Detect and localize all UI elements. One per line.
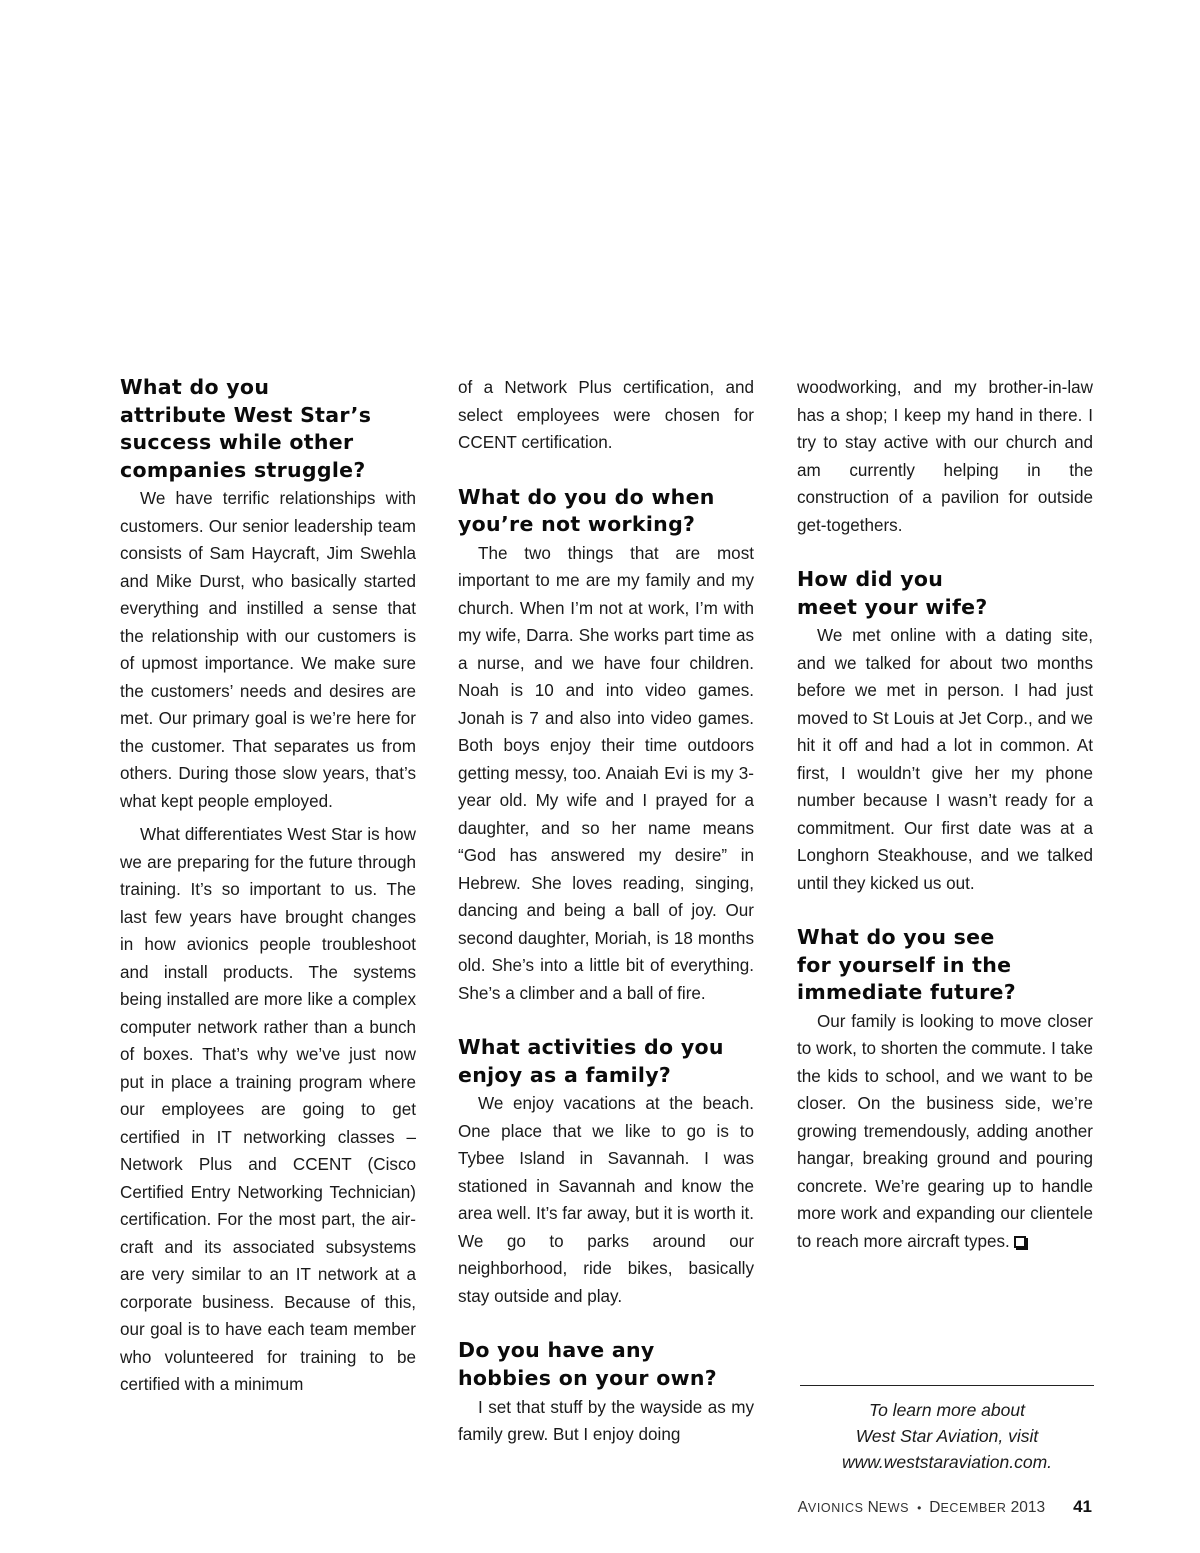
- heading-line: What do you do when: [458, 484, 715, 509]
- heading-line: hobbies on your own?: [458, 1365, 717, 1390]
- question-heading: [797, 924, 1093, 1007]
- heading-line: for yourself in the: [797, 952, 1012, 977]
- answer-paragraph-continued: woodworking, and my brother-in-law has a shop; I keep my hand in there. I try to stay active with our church and am currently helping in the construction of a pavilion for outside get-togethers.: [797, 378, 1093, 535]
- heading-line: What do you see: [797, 925, 995, 950]
- end-of-article-icon: [1014, 1236, 1026, 1248]
- heading-line: How did you: [797, 567, 944, 591]
- answer-paragraph: We have terrific relationships with customers. Our senior leadership team consists of Sam Haycraft, Jim Swehla and Mike Durst, who basically started everything and instilled a sense that the relationship with our customers is of upmost importance. We make sure the customers’ needs and desires are met. Our primary goal is we’re here for the customer. That separates us from others. During those slow years, that’s what kept people employed.: [120, 489, 416, 811]
- heading-line: immediate future?: [797, 980, 1016, 1005]
- answer-paragraph: We met online with a dating site, and we talked for about two months before we met in person. I had just moved to St Louis at Jet Corp., and we hit it off and had a lot in common. At first, I wouldn’t give her my phone number because I wasn’t ready for a commitment. Our first date was at a Longhorn Steakhouse, and we talked until they kicked us out.: [797, 626, 1093, 893]
- heading-line: meet your wife?: [797, 594, 988, 619]
- answer-paragraph: We enjoy vacations at the beach. One place that we like to go is to Tybee Island in Savannah. I was stationed in Savannah and know the area well. It’s far away, but it is worth it. We go to parks around our neighborhood, ride bikes, basically stay outside and play.: [458, 1094, 754, 1306]
- column-3: [797, 374, 1093, 1255]
- section-gap: [458, 1310, 754, 1337]
- more-info-note: [800, 1397, 1094, 1475]
- footer-bullet: •: [917, 1501, 922, 1515]
- section-gap: [797, 539, 1093, 566]
- heading-line: enjoy as a family?: [458, 1062, 672, 1087]
- page-number: 41: [1073, 1497, 1092, 1516]
- page-footer: [798, 1497, 1092, 1517]
- question-heading: [797, 566, 1093, 621]
- heading-line: success while other: [120, 430, 354, 455]
- heading-line: What activities do you: [458, 1035, 724, 1060]
- answer-paragraph-continued: of a Network Plus certification, and select employees were chosen for CCENT certification.: [458, 378, 754, 452]
- more-info-url: www.weststaraviation.com.: [841, 1452, 1053, 1472]
- answer-paragraph: What differentiates West Star is how we are preparing for the future through training. It’s so important to us. The last few years have brought changes in how avionics people troubleshoot and install products. The systems being installed are more like a complex computer network rather than a bunch of boxes. That’s why we’ve just now put in place a training program where our employees are going to get certified in IT networking classes – Network Plus and CCENT (Cisco Certified Entry Networking Technician) certification. For the most part, the aircraft and its associated subsystems are very similar to an IT network at a corporate business. Because of this, our goal is to have each team member who volunteered for training to be certified with a minimum: [120, 825, 416, 1395]
- column-2: [458, 374, 754, 1449]
- section-gap: [458, 1007, 754, 1034]
- month-text: ECEMBER: [940, 1501, 1007, 1515]
- more-info-line: To learn more about: [869, 1400, 1025, 1420]
- heading-line: Do you have any: [458, 1338, 655, 1363]
- column-1: [120, 374, 416, 1399]
- heading-line: What do you: [120, 375, 270, 399]
- answer-paragraph-final: [797, 1008, 1093, 1256]
- pub-text: VIONICS: [807, 1501, 868, 1515]
- year-text: 2013: [1010, 1499, 1046, 1516]
- month-initial: D: [929, 1499, 941, 1516]
- question-heading: [458, 1034, 754, 1089]
- heading-line: attribute West Star’s: [120, 402, 372, 427]
- pub-text: EWS: [878, 1501, 910, 1515]
- pub-initial: A: [797, 1499, 808, 1516]
- section-gap: [797, 897, 1093, 924]
- issue-date: [929, 1499, 1045, 1517]
- question-heading: [458, 484, 754, 539]
- question-heading: [120, 374, 416, 484]
- heading-line: companies struggle?: [120, 457, 366, 482]
- answer-text: Our family is looking to move closer to work, to shorten the commute. I take the kids to school, and we want to be closer. On the business side, we’re growing tremendously, adding another hangar, breaking ground and pouring concrete. We’re gearing up to handle more work and expanding our clientele to reach more aircraft types.: [797, 1011, 1093, 1251]
- divider-rule: [800, 1385, 1094, 1386]
- publication-name: [798, 1499, 910, 1517]
- answer-paragraph: The two things that are most important to me are my family and my church. When I’m not at work, I’m with my wife, Darra. She works part time as a nurse, and we have four children. Noah is 10 and into video games. Jonah is 7 and also into video games. Both boys enjoy their time outdoors getting messy, too. Anaiah Evi is my 3-year old. My wife and I prayed for a daughter, and so her name means “God has answered my desire” in Hebrew. She loves reading, singing, dancing and being a ball of joy. Our second daughter, Moriah, is 18 months old. She’s into a little bit of everything. She’s a climber and a ball of fire.: [458, 543, 754, 1003]
- more-info-line: West Star Aviation, visit: [855, 1426, 1039, 1446]
- section-gap: [458, 457, 754, 484]
- answer-paragraph: I set that stuff by the wayside as my family grew. But I enjoy doing: [458, 1397, 754, 1445]
- heading-line: you’re not working?: [458, 512, 696, 537]
- pub-initial: N: [867, 1499, 879, 1516]
- question-heading: [458, 1337, 754, 1392]
